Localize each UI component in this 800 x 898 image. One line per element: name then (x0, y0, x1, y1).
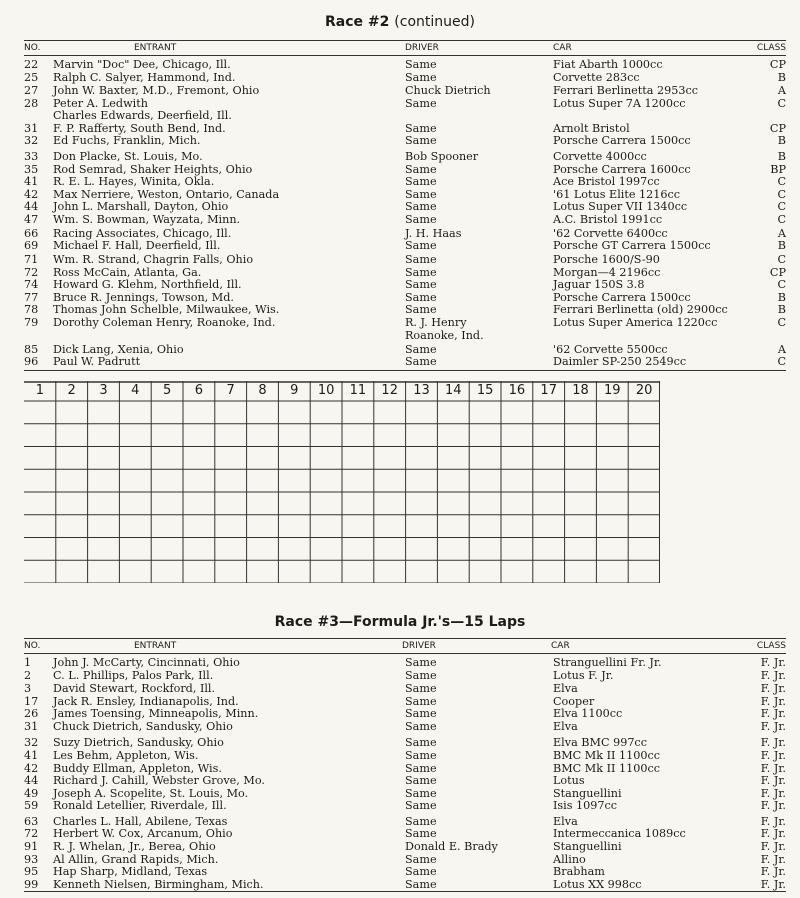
entry-row (0, 355, 800, 368)
entry-number: 44 (24, 774, 39, 787)
entry-number: 26 (24, 707, 39, 720)
entry-number: 42 (24, 762, 39, 775)
entry-number: 27 (24, 84, 39, 97)
entry-row (0, 303, 800, 316)
entry-car: '61 Lotus Elite 1216cc (553, 188, 681, 201)
entry-row (0, 71, 800, 84)
entry-car: Stanguellini (553, 787, 622, 800)
entry-row (0, 669, 800, 682)
entry-row (0, 213, 800, 226)
entry-class: CP (769, 58, 786, 71)
entry-driver: Same (405, 695, 437, 708)
entry-number: 28 (24, 97, 39, 110)
entry-driver: Same (405, 720, 437, 733)
entry-car: Cooper (553, 695, 595, 708)
entry-row (0, 720, 800, 733)
entry-number: 31 (24, 122, 39, 135)
entry-driver: Chuck Dietrich (405, 84, 491, 97)
entry-class: B (777, 291, 786, 304)
entry-entrant: Kenneth Nielsen, Birmingham, Mich. (53, 878, 264, 891)
lap-number: 12 (381, 383, 398, 398)
lap-number: 11 (349, 383, 367, 398)
entry-class: C (777, 253, 786, 266)
entry-driver: Same (405, 134, 437, 147)
lap-number: 5 (162, 383, 172, 398)
entry-entrant: Thomas John Schelble, Milwaukee, Wis. (53, 303, 280, 316)
entry-class: A (777, 343, 786, 356)
entry-driver: Same (405, 266, 437, 279)
entry-driver: Same (405, 707, 437, 720)
entry-car: Lotus Super 7A 1200cc (553, 97, 686, 110)
entry-row (0, 840, 800, 853)
entry-row (0, 736, 800, 749)
lap-number: 9 (290, 383, 299, 398)
entry-driver: J. H. Haas (405, 227, 462, 240)
entry-entrant: Les Behm, Appleton, Wis. (53, 749, 199, 762)
entry-entrant: Ralph C. Salyer, Hammond, Ind. (53, 71, 236, 84)
entry-class: B (777, 134, 786, 147)
entry-class: F. Jr. (760, 799, 786, 812)
entry-class: C (777, 213, 786, 226)
entry-number: 79 (24, 316, 39, 329)
race3-bottom-rule (24, 891, 786, 892)
entry-driver: Same (405, 762, 437, 775)
entry-number: 41 (24, 749, 39, 762)
entry-entrant: Charles Edwards, Deerfield, Ill. (53, 109, 232, 122)
entry-car: Morgan—4 2196cc (553, 266, 661, 279)
entry-number: 1 (24, 656, 32, 669)
entry-driver: Same (405, 58, 437, 71)
entry-driver: Same (405, 213, 437, 226)
entry-class: BP (770, 163, 786, 176)
entry-number: 77 (24, 291, 39, 304)
lap-number: 14 (445, 383, 462, 398)
entry-entrant: Hap Sharp, Midland, Texas (53, 865, 208, 878)
entry-class: B (777, 150, 786, 163)
entry-car: Ferrari Berlinetta 2953cc (553, 84, 699, 97)
entry-row (0, 656, 800, 669)
entry-driver: Same (405, 799, 437, 812)
entry-number: 33 (24, 150, 39, 163)
entry-driver: Same (405, 774, 437, 787)
entry-entrant: Paul W. Padrutt (53, 355, 141, 368)
entry-number: 31 (24, 720, 39, 733)
entry-entrant: Rod Semrad, Shaker Heights, Ohio (53, 163, 253, 176)
entry-entrant: Marvin "Doc" Dee, Chicago, Ill. (53, 58, 231, 71)
race3-title: Race #3—Formula Jr.'s—15 Laps (274, 614, 526, 630)
entry-entrant: David Stewart, Rockford, Ill. (53, 682, 216, 695)
entry-driver: Same (405, 669, 437, 682)
header-driver: DRIVER (402, 641, 436, 651)
entry-class: F. Jr. (760, 787, 786, 800)
lap-number: 7 (226, 383, 235, 398)
entry-entrant: Herbert W. Cox, Arcanum, Ohio (53, 827, 233, 840)
entry-car: Corvette 283cc (553, 71, 640, 84)
entry-row (0, 799, 800, 812)
entry-car: Allino (553, 853, 586, 866)
entry-number: 69 (24, 239, 39, 252)
entry-driver: Roanoke, Ind. (405, 329, 484, 342)
entry-class: F. Jr. (760, 878, 786, 891)
entry-car: Stanguellini (553, 840, 622, 853)
lap-number: 16 (508, 383, 526, 398)
entry-driver: Same (405, 343, 437, 356)
entry-car: Arnolt Bristol (553, 122, 630, 135)
header-car: CAR (553, 43, 572, 53)
entry-class: CP (769, 266, 786, 279)
entry-row (0, 774, 800, 787)
entry-driver: Same (405, 749, 437, 762)
entry-driver: Same (405, 787, 437, 800)
entry-car: Intermeccanica 1089cc (553, 827, 686, 840)
entry-number: 32 (24, 134, 39, 147)
race2-header (24, 40, 786, 56)
entry-class: F. Jr. (760, 695, 786, 708)
header-no: NO. (24, 641, 41, 651)
race2-bottom-rule (24, 370, 786, 371)
entry-car: Elva 1100cc (553, 707, 623, 720)
entry-entrant: Wm. S. Bowman, Wayzata, Minn. (53, 213, 241, 226)
entry-driver: Same (405, 175, 437, 188)
header-driver: DRIVER (405, 43, 439, 53)
entry-car: Corvette 4000cc (553, 150, 647, 163)
entry-entrant: Ed Fuchs, Franklin, Mich. (53, 134, 201, 147)
entry-class: B (777, 239, 786, 252)
entry-class: F. Jr. (760, 669, 786, 682)
entry-driver: Same (405, 200, 437, 213)
entry-car: Elva (553, 815, 578, 828)
header-class: CLASS (756, 43, 786, 53)
entry-entrant: Don Placke, St. Louis, Mo. (53, 150, 203, 163)
entry-entrant: Dorothy Coleman Henry, Roanoke, Ind. (53, 316, 276, 329)
entry-number: 2 (24, 669, 32, 682)
entry-car: Porsche Carrera 1500cc (553, 134, 691, 147)
entry-number: 96 (24, 355, 39, 368)
entry-class: B (777, 303, 786, 316)
entry-number: 85 (24, 343, 39, 356)
entry-car: Lotus (553, 774, 585, 787)
entry-number: 66 (24, 227, 39, 240)
entry-row (0, 150, 800, 163)
entry-entrant: Joseph A. Scopelite, St. Louis, Mo. (53, 787, 249, 800)
entry-class: C (777, 97, 786, 110)
entry-class: F. Jr. (760, 707, 786, 720)
entry-car: Fiat Abarth 1000cc (553, 58, 663, 71)
entry-number: 63 (24, 815, 39, 828)
entry-driver: Same (405, 71, 437, 84)
entry-car: Ferrari Berlinetta (old) 2900cc (553, 303, 728, 316)
entry-class: C (777, 278, 786, 291)
entry-entrant: Charles L. Hall, Abilene, Texas (53, 815, 228, 828)
entry-number: 42 (24, 188, 39, 201)
lap-number: 19 (604, 383, 621, 398)
entry-class: C (777, 188, 786, 201)
lap-number: 4 (131, 383, 140, 398)
entry-entrant: R. J. Whelan, Jr., Berea, Ohio (53, 840, 216, 853)
entry-driver: Same (405, 253, 437, 266)
lap-number: 13 (413, 383, 430, 398)
entry-number: 25 (24, 71, 39, 84)
entry-driver: Same (405, 853, 437, 866)
entry-number: 93 (24, 853, 39, 866)
entry-car: Jaguar 150S 3.8 (553, 278, 645, 291)
entry-driver: R. J. Henry (405, 316, 467, 329)
entry-row (0, 865, 800, 878)
entry-entrant: Peter A. Ledwith (53, 97, 148, 110)
entry-car: BMC Mk II 1100cc (553, 749, 660, 762)
entry-class: A (777, 84, 786, 97)
entry-row (0, 316, 800, 329)
entry-entrant: Wm. R. Strand, Chagrin Falls, Ohio (53, 253, 254, 266)
entry-class: CP (769, 122, 786, 135)
entry-class: F. Jr. (760, 840, 786, 853)
lap-number: 6 (194, 383, 204, 398)
entry-class: F. Jr. (760, 656, 786, 669)
entry-class: F. Jr. (760, 774, 786, 787)
entry-number: 3 (24, 682, 32, 695)
entry-entrant: Howard G. Klehm, Northfield, Ill. (53, 278, 242, 291)
entry-car: Lotus XX 998cc (553, 878, 642, 891)
entry-class: A (777, 227, 786, 240)
entry-number: 49 (24, 787, 39, 800)
entry-row (0, 278, 800, 291)
lap-chart-lines (24, 381, 660, 583)
entry-row (0, 175, 800, 188)
entry-car: Stranguellini Fr. Jr. (553, 656, 662, 669)
entry-number: 47 (24, 213, 39, 226)
entry-car: Daimler SP-250 2549cc (553, 355, 687, 368)
entry-class: C (777, 175, 786, 188)
entry-car: Porsche 1600/S-90 (553, 253, 660, 266)
entry-entrant: James Toensing, Minneapolis, Minn. (53, 707, 259, 720)
entry-car: Brabham (553, 865, 605, 878)
entry-entrant: C. L. Phillips, Palos Park, Ill. (53, 669, 214, 682)
entry-number: 71 (24, 253, 39, 266)
entry-class: F. Jr. (760, 736, 786, 749)
entry-car: Porsche Carrera 1500cc (553, 291, 691, 304)
entry-row (0, 749, 800, 762)
entry-row (0, 253, 800, 266)
entry-entrant: Michael F. Hall, Deerfield, Ill. (53, 239, 221, 252)
entry-driver: Same (405, 656, 437, 669)
header-car: CAR (551, 641, 570, 651)
entry-number: 59 (24, 799, 39, 812)
entry-row (0, 878, 800, 891)
entry-driver: Same (405, 278, 437, 291)
entry-entrant: John W. Baxter, M.D., Fremont, Ohio (53, 84, 260, 97)
lap-number: 15 (476, 383, 494, 398)
entry-entrant: Al Allin, Grand Rapids, Mich. (53, 853, 219, 866)
entry-car: Elva BMC 997cc (553, 736, 647, 749)
lap-number: 1 (35, 383, 45, 398)
race2-title (0, 14, 800, 30)
race2-title-main: Race #2 (325, 14, 390, 30)
entry-number: 17 (24, 695, 39, 708)
entry-entrant: F. P. Rafferty, South Bend, Ind. (53, 122, 226, 135)
entry-car: Elva (553, 682, 578, 695)
entry-car: Lotus F. Jr. (553, 669, 614, 682)
entry-driver: Same (405, 122, 437, 135)
entry-entrant: R. E. L. Hayes, Winita, Okla. (53, 175, 215, 188)
entry-car: '62 Corvette 6400cc (553, 227, 668, 240)
entry-number: 72 (24, 827, 39, 840)
entry-row (0, 239, 800, 252)
entry-driver: Same (405, 878, 437, 891)
entry-class: B (777, 71, 786, 84)
entry-number: 41 (24, 175, 39, 188)
entry-row (0, 109, 800, 122)
entry-row (0, 329, 800, 342)
entry-class: F. Jr. (760, 853, 786, 866)
lap-number: 8 (258, 383, 267, 398)
entry-row (0, 682, 800, 695)
entry-driver: Same (405, 303, 437, 316)
entry-row (0, 827, 800, 840)
entry-number: 22 (24, 58, 39, 71)
entry-row (0, 200, 800, 213)
entry-number: 91 (24, 840, 39, 853)
entry-driver: Same (405, 682, 437, 695)
lap-number: 20 (635, 383, 653, 398)
entry-class: C (777, 200, 786, 213)
entry-class: F. Jr. (760, 827, 786, 840)
entry-number: 74 (24, 278, 39, 291)
entry-car: A.C. Bristol 1991cc (553, 213, 663, 226)
entry-entrant: John L. Marshall, Dayton, Ohio (53, 200, 229, 213)
entry-row (0, 84, 800, 97)
entry-number: 78 (24, 303, 39, 316)
entry-driver: Same (405, 188, 437, 201)
header-entrant: ENTRANT (134, 641, 177, 651)
entry-entrant: Jack R. Ensley, Indianapolis, Ind. (53, 695, 239, 708)
header-class: CLASS (756, 641, 786, 651)
entry-driver: Same (405, 239, 437, 252)
entry-driver: Same (405, 355, 437, 368)
entry-entrant: John J. McCarty, Cincinnati, Ohio (53, 656, 240, 669)
entry-class: F. Jr. (760, 815, 786, 828)
entry-entrant: Bruce R. Jennings, Towson, Md. (53, 291, 234, 304)
entry-driver: Same (405, 163, 437, 176)
entry-class: F. Jr. (760, 749, 786, 762)
lap-number: 17 (540, 383, 557, 398)
entry-car: Isis 1097cc (553, 799, 618, 812)
entry-driver: Same (405, 827, 437, 840)
entry-entrant: Ronald Letellier, Riverdale, Ill. (53, 799, 227, 812)
entry-class: F. Jr. (760, 682, 786, 695)
entry-entrant: Richard J. Cahill, Webster Grove, Mo. (53, 774, 265, 787)
entry-driver: Donald E. Brady (405, 840, 498, 853)
entry-driver: Bob Spooner (405, 150, 479, 163)
entry-number: 99 (24, 878, 39, 891)
entry-car: Porsche GT Carrera 1500cc (553, 239, 711, 252)
entry-row (0, 58, 800, 71)
entry-entrant: Chuck Dietrich, Sandusky, Ohio (53, 720, 233, 733)
entry-class: C (777, 316, 786, 329)
entry-entrant: Dick Lang, Xenia, Ohio (53, 343, 184, 356)
entry-driver: Same (405, 865, 437, 878)
entry-entrant: Max Nerriere, Weston, Ontario, Canada (53, 188, 280, 201)
entry-car: BMC Mk II 1100cc (553, 762, 660, 775)
entry-car: '62 Corvette 5500cc (553, 343, 668, 356)
entry-number: 35 (24, 163, 39, 176)
entry-class: C (777, 355, 786, 368)
entry-class: F. Jr. (760, 865, 786, 878)
entry-entrant: Ross McCain, Atlanta, Ga. (53, 266, 202, 279)
entry-number: 72 (24, 266, 39, 279)
entry-entrant: Buddy Ellman, Appleton, Wis. (53, 762, 222, 775)
header-entrant: ENTRANT (134, 43, 177, 53)
entry-entrant: Suzy Dietrich, Sandusky, Ohio (53, 736, 224, 749)
entry-driver: Same (405, 736, 437, 749)
entry-row (0, 134, 800, 147)
race3-header (24, 638, 786, 654)
entry-row (0, 707, 800, 720)
header-no: NO. (24, 43, 41, 53)
entry-class: F. Jr. (760, 762, 786, 775)
entry-car: Elva (553, 720, 578, 733)
entry-driver: Same (405, 291, 437, 304)
entry-driver: Same (405, 815, 437, 828)
entry-number: 32 (24, 736, 39, 749)
entry-car: Lotus Super America 1220cc (553, 316, 718, 329)
lap-number: 2 (67, 383, 76, 398)
entry-car: Porsche Carrera 1600cc (553, 163, 691, 176)
entry-car: Lotus Super VII 1340cc (553, 200, 688, 213)
entry-driver: Same (405, 97, 437, 110)
entry-car: Ace Bristol 1997cc (553, 175, 660, 188)
entry-class: F. Jr. (760, 720, 786, 733)
lap-number: 18 (572, 383, 589, 398)
lap-number: 3 (99, 383, 108, 398)
entry-entrant: Racing Associates, Chicago, Ill. (53, 227, 232, 240)
race2-title-sub: (continued) (394, 14, 475, 30)
lap-chart-grid (24, 381, 660, 583)
entry-number: 95 (24, 865, 39, 878)
entry-number: 44 (24, 200, 39, 213)
lap-number: 10 (317, 383, 335, 398)
